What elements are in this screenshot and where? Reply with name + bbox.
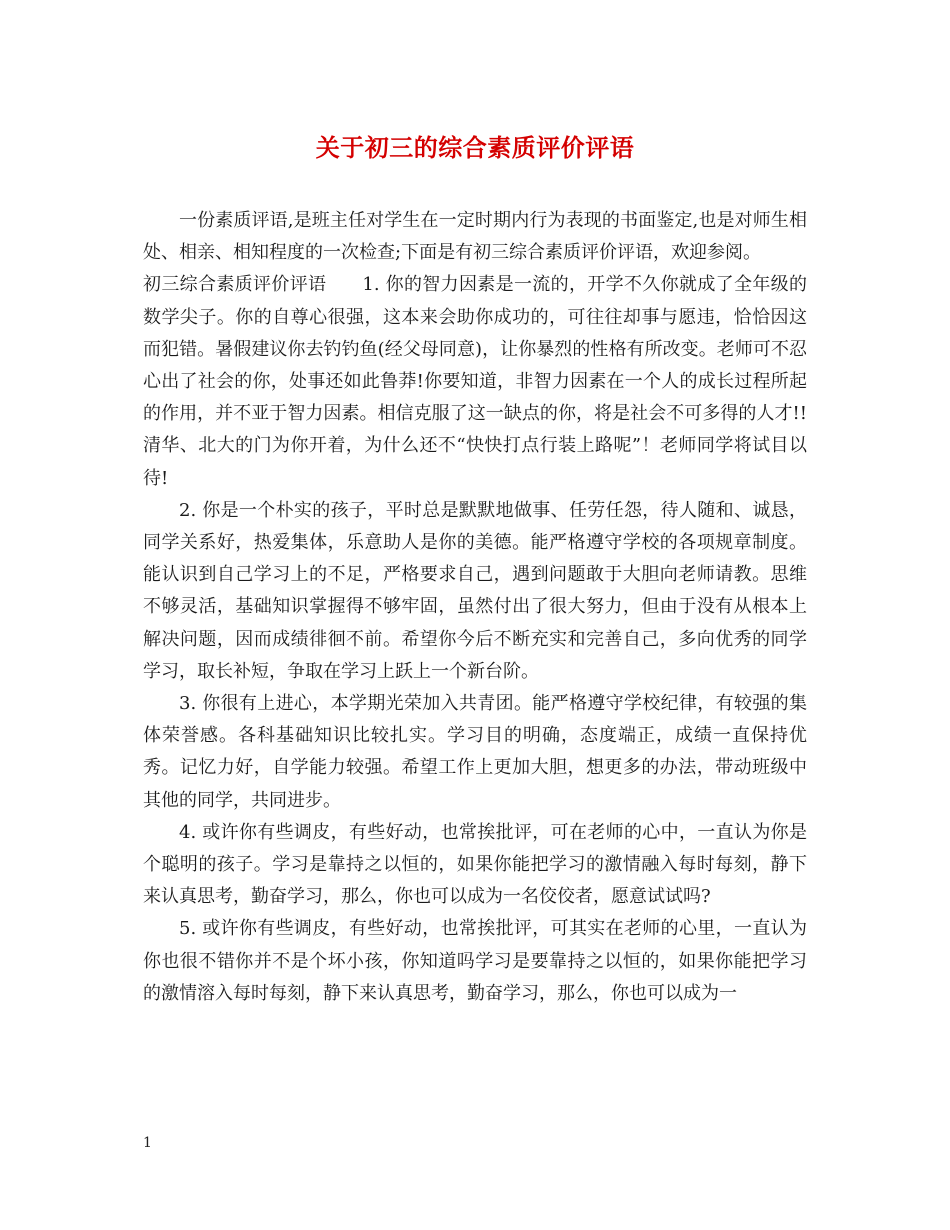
section-heading-paragraph — [143, 269, 807, 494]
comment-item-5: 5. 或许你有些调皮，有些好动，也常挨批评，可其实在老师的心里，一直认为你也很不错你并不是个坏小孩，你知道吗学习是要靠持之以恒的，如果你能把学习的激情溶入每时每刻，静下来认真思考，勤奋学习，那么，你也可以成为一 — [143, 918, 807, 1004]
comment-item-4: 4. 或许你有些调皮，有些好动，也常挨批评，可在老师的心中，一直认为你是个聪明的孩子。学习是靠持之以恒的，如果你能把学习的激情融入每时每刻，静下来认真思考，勤奋学习，那么，你也可以成为一名佼佼者，愿意试试吗? — [143, 821, 807, 908]
document-body — [143, 205, 807, 1010]
comment-item-1: 1. 你的智力因素是一流的，开学不久你就成了全年级的数学尖子。你的自尊心很强，这本来会助你成功的，可往往却事与愿违，恰恰因这而犯错。暑假建议你去钓钓鱼(经父母同意)，让你暴烈的性格有所改变。老师可不忍心出了社会的你，处事还如此鲁莽!你要知道，非智力因素在一个人的成长过程所起的作用，并不亚于智力因素。相信克服了这一缺点的你，将是社会不可多得的人才!!清华、北大的门为你开着，为什么还不“快快打点行装上路呢”！老师同学将试目以待! — [143, 274, 808, 489]
document-title: 关于初三的综合素质评价评语 — [315, 133, 635, 162]
page-number: 1 — [143, 1135, 152, 1151]
intro-paragraph: 一份素质评语,是班主任对学生在一定时期内行为表现的书面鉴定,也是对师生相处、相亲、相知程度的一次检查;下面是有初三综合素质评价评语，欢迎参阅。 — [143, 210, 807, 264]
comment-item-2: 2. 你是一个朴实的孩子，平时总是默默地做事、任劳任怨，待人随和、诚恳，同学关系好，热爱集体，乐意助人是你的美德。能严格遵守学校的各项规章制度。能认识到自己学习上的不足，严格要求自己，遇到问题敢于大胆向老师请教。思维不够灵活，基础知识掌握得不够牢固，虽然付出了很大努力，但由于没有从根本上解决问题，因而成绩徘徊不前。希望你今后不断充实和完善自己，多向优秀的同学学习，取长补短，争取在学习上跃上一个新台阶。 — [143, 499, 807, 682]
section-heading: 初三综合素质评价评语 — [143, 274, 327, 296]
comment-item-3: 3. 你很有上进心，本学期光荣加入共青团。能严格遵守学校纪律，有较强的集体荣誉感。各科基础知识比较扎实。学习目的明确，态度端正，成绩一直保持优秀。记忆力好，自学能力较强。希望工作上更加大胆，想更多的办法，带动班级中其他的同学，共同进步。 — [143, 693, 807, 811]
